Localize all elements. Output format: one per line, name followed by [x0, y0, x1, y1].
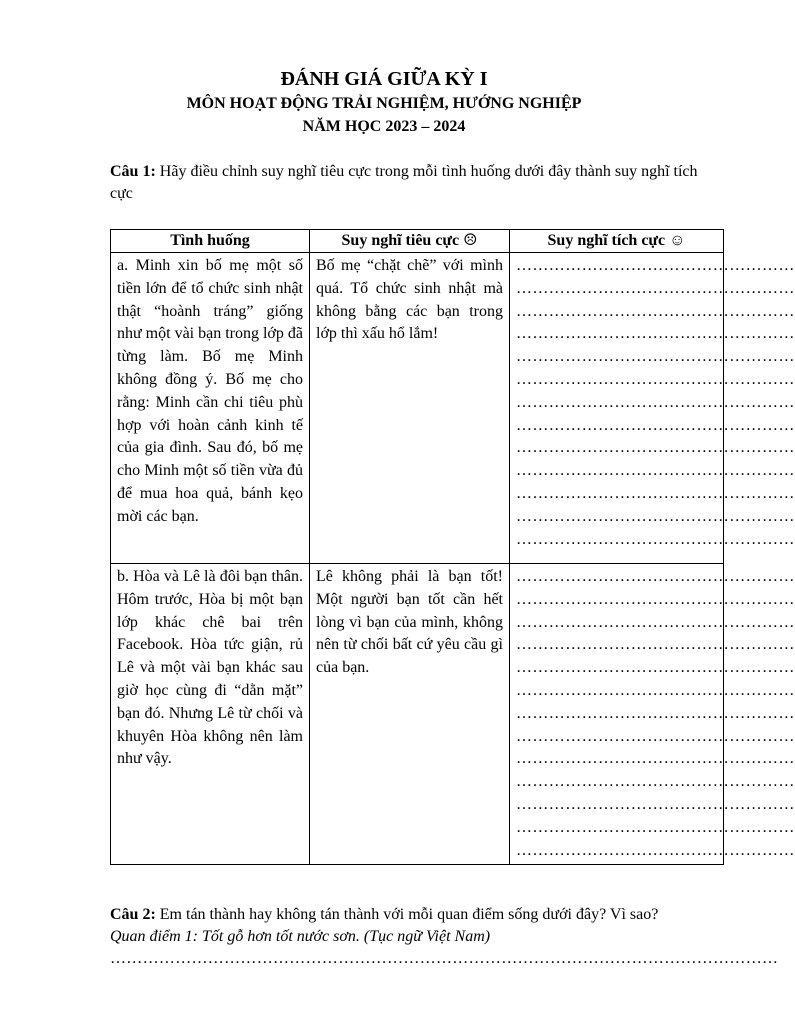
table-row	[111, 564, 724, 865]
dotted-answer-line: ……………………………………………	[516, 279, 795, 297]
table-row	[111, 253, 724, 564]
situation-table	[110, 229, 795, 865]
dotted-answer-line: ……………………………………………	[516, 507, 795, 525]
dotted-answer-line: ……………………………………………	[516, 462, 795, 480]
dotted-answer-line: ……………………………………………	[516, 530, 795, 548]
dotted-answer-line: ……………………………………………	[516, 750, 795, 768]
dotted-answer-line: ……………………………………………	[516, 590, 795, 608]
header-negative-thought: Suy nghĩ tiêu cực ☹	[310, 230, 510, 253]
question-2	[110, 904, 779, 970]
dotted-answer-line: ……………………………………………	[516, 302, 795, 320]
dotted-answer-line: ……………………………………………	[516, 613, 795, 631]
dotted-answer-line: ……………………………………………	[516, 681, 795, 699]
question-1-text: Hãy điều chỉnh suy nghĩ tiêu cực trong mỗi tình huống dưới đây thành suy nghĩ tích cực	[110, 163, 698, 202]
dotted-answer-line: ……………………………………………	[516, 773, 795, 791]
question-2-text: Em tán thành hay không tán thành với mỗi quan điểm sống dưới đây? Vì sao?	[155, 906, 659, 923]
dotted-answer-line: ……………………………………………	[516, 416, 795, 434]
situation-a: a. Minh xin bố mẹ một số tiền lớn để tổ chức sinh nhật thật “hoành tráng” giống như một vài bạn trong lớp đã từng làm. Bố mẹ Minh không đồng ý. Bố mẹ cho rằng: Minh cần chi tiêu phù hợp với hoàn cảnh kinh tế của gia đình. Sau đó, bố mẹ cho Minh một số tiền vừa đủ để mua hoa quả, bánh kẹo mời các bạn.	[111, 253, 310, 564]
table-header-row	[111, 230, 724, 253]
dotted-answer-line: ……………………………………………	[516, 818, 795, 836]
school-year: NĂM HỌC 2023 – 2024	[302, 118, 466, 135]
header-positive-thought: Suy nghĩ tích cực ☺	[510, 230, 724, 253]
dotted-answer-line: ……………………………………………	[516, 841, 795, 859]
question-2-prompt	[110, 904, 715, 926]
dotted-answer-line: ……………………………………………	[516, 727, 795, 745]
question-2-label: Câu 2:	[110, 906, 156, 923]
dotted-answer-line: ……………………………………………	[516, 439, 795, 457]
dotted-answer-line: ……………………………………………	[516, 393, 795, 411]
dotted-answer-line: ……………………………………………	[516, 704, 795, 722]
dotted-answer-line: ……………………………………………	[516, 568, 795, 585]
dotted-answer-line: ……………………………………………	[516, 636, 795, 654]
dotted-answer-line: ……………………………………………	[516, 795, 795, 813]
positive-thought-b-answer[interactable]	[510, 564, 795, 865]
viewpoint-1: Quan điểm 1: Tốt gỗ hơn tốt nước sơn. (Tục ngữ Việt Nam)	[110, 928, 491, 945]
dotted-answer-line: ……………………………………………	[516, 348, 795, 366]
negative-thought-a: Bố mẹ “chặt chẽ” với mình quá. Tổ chức sinh nhật mà không bằng các bạn trong lớp thì xấu hổ lắm!	[310, 253, 510, 564]
dotted-answer-line: ……………………………………………	[516, 659, 795, 677]
question-1	[110, 161, 710, 205]
exam-title: ĐÁNH GIÁ GIỮA KỲ I	[280, 68, 488, 90]
dotted-answer-line: ……………………………………………	[516, 257, 795, 274]
positive-thought-a-answer[interactable]	[510, 253, 795, 564]
negative-thought-b: Lê không phải là bạn tốt! Một người bạn tốt cần hết lòng vì bạn của mình, không nên từ chối bất cứ yêu cầu gì của bạn.	[310, 564, 510, 865]
exam-subject: MÔN HOẠT ĐỘNG TRẢI NGHIỆM, HƯỚNG NGHIỆP	[186, 95, 582, 112]
header-situation: Tình huống	[111, 230, 310, 253]
viewpoint-1-answer-line[interactable]: ……………………………………………………………………………………………………………	[110, 950, 779, 967]
dotted-answer-line: ……………………………………………	[516, 484, 795, 502]
dotted-answer-line: ……………………………………………	[516, 325, 795, 343]
question-1-label: Câu 1:	[110, 163, 156, 180]
dotted-answer-line: ……………………………………………	[516, 370, 795, 388]
situation-b: b. Hòa và Lê là đôi bạn thân. Hôm trước, Hòa bị một bạn lớp khác chê bai trên Facebook. Hòa tức giận, rủ Lê và một vài bạn khác sau giờ học cùng đi “dằn mặt” bạn đó. Nhưng Lê từ chối và khuyên Hòa không nên làm như vậy.	[111, 564, 310, 865]
